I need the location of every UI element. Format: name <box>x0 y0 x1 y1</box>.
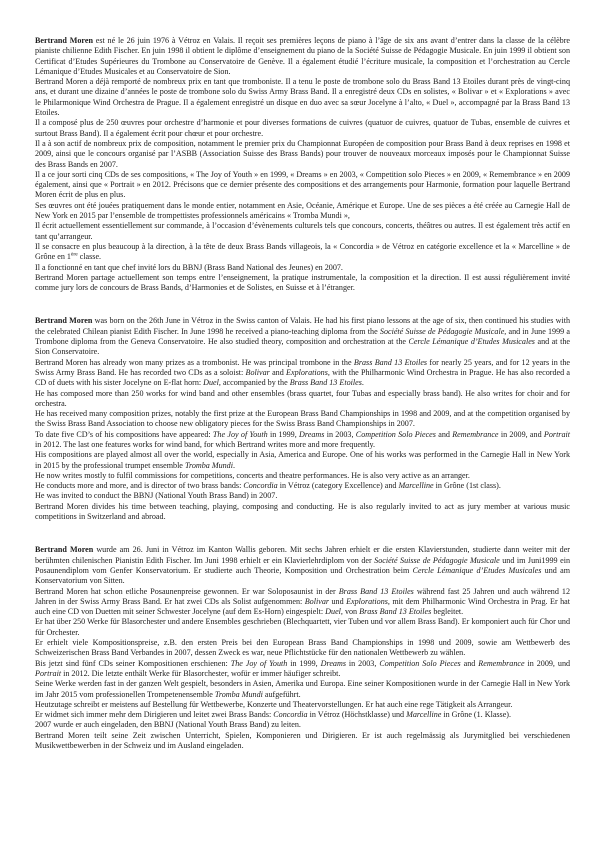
italic-text: Dreams <box>299 429 325 439</box>
text-run: . <box>232 460 236 470</box>
biography-french <box>35 36 570 293</box>
italic-text: Tromba Mundi <box>214 689 263 699</box>
text-run: in Grône (1. Klasse). <box>441 710 512 720</box>
italic-text: Société Suisse de Pédagogie Musicale <box>379 326 505 336</box>
text-run: Bertrand Moren a déjà remporté de nombreux prix en tant que tromboniste. Il a tenu le poste de trombone solo du Brass Band 13 Etoiles durant près de vingt-cinq ans, et durant une dizaine d’années le poste de trombone solo du Swiss Army Brass Band. Il a enregistré deux CDs en solistes, « Bolivar » et « Explorations » avec le Philarmonique Wind Orchestra de Prague. Il a également enregistré un disque en duo avec sa sœur Jocelyne à l’alto, « Duel », accompagné par la Brass Band 13 Etoiles. <box>35 77 570 118</box>
italic-text: Société Suisse de Pédagogie Musicale <box>374 555 500 565</box>
text-run: Bis jetzt sind fünf CDs seiner Kompositionen erschienen: <box>35 658 231 668</box>
text-run: und am Konservatorium von Sitten. <box>35 565 570 586</box>
italic-text: Brass Band 13 Etoiles <box>359 607 432 617</box>
paragraph <box>35 679 570 700</box>
italic-text: Concordia <box>273 710 308 720</box>
paragraph <box>35 273 570 294</box>
text-run: Seine Werke werden fast in der ganzen Welt gespielt, besonders in Asien, Amerika und Europa. Eine seiner Kompositionen wurde in der Carnegie Hall in New York im Jahr 2015 vom professionellen Trompetenensemble <box>35 679 570 699</box>
text-run: and at the Sion Conservatoire. <box>35 337 570 357</box>
italic-text: Cercle Lémanique d’Etudes Musicales <box>412 565 542 575</box>
text-run: in 2009, and <box>498 429 544 439</box>
paragraph <box>35 389 570 410</box>
text-run: Bertrand Moren partage actuellement son temps entre l’enseignement, la pratique instrumentale, la composition et la direction. Il est aussi régulièrement invité comme jury lors de concours de Brass Bands, d’Harmonies et de Solistes, en Suisse et à l’étranger. <box>35 272 570 293</box>
text-run: est né le 26 juin 1976 à Vétroz en Valais. Il reçoit ses premières leçons de piano à l’âge de six ans avant d’entrer dans la classe de la célèbre pianiste chilienne Edith Fischer. En juin 1998 il obtient le diplôme d’enseignement du piano de la Société Suisse de Pédagogie Musicale. En juin 1999 il obtient son Certificat d’Etudes Supérieures du Trombone au Conservatoire de Genève. Il a également étudié l’écriture musicale, la composition et l’orchestration au Cercle Lémanique d’Etudes Musicales et au Conservatoire de Sion. <box>35 36 571 76</box>
italic-text: Competition Solo Pieces <box>355 429 436 439</box>
paragraph <box>35 502 570 523</box>
text-run: , von <box>340 607 360 617</box>
paragraph <box>35 587 570 618</box>
paragraph <box>35 201 570 222</box>
text-run: in Vétroz (category Excellence) and <box>277 481 399 491</box>
text-run: in 1999, <box>267 429 300 439</box>
italic-text: Duel <box>325 607 341 617</box>
text-run: Heutzutage schreibt er meistens auf Bestellung für Wettbewerbe, Konzerte und Theatervorstellungen. Er hat auch eine rege Tätigkeit als Arrangeur. <box>35 699 513 709</box>
text-run: in Vétroz (Höchstklasse) und <box>307 710 407 720</box>
paragraph <box>35 316 570 357</box>
paragraph <box>35 221 570 242</box>
text-run: in 2003, <box>345 658 380 668</box>
paragraph <box>35 731 570 752</box>
paragraph <box>35 139 570 170</box>
italic-text: Marcelline <box>406 710 442 720</box>
italic-text: Portrait <box>543 429 571 439</box>
text-run: Bertrand Moren divides his time between teaching, playing, composing and conducting. He is also regularly invited to act as jury member at various music competitions in Switzerland and abroad. <box>35 501 570 522</box>
paragraph <box>35 700 570 710</box>
paragraph <box>35 471 570 481</box>
biography-german <box>35 545 570 751</box>
text-run: Il a ce jour sorti cinq CDs de ses compositions, « The Joy of Youth » en 1999, « Dreams » en 2003, « Competition solo Pieces » en 2009, « Remembrance » en 2009 également, ainsi que « Portrait » en 2012. Précisons que ce dernier présente des compositions et des arrangements pour Harmonie, formation pour laquelle Bertrand Moren écrit de plus en plus. <box>35 169 570 200</box>
italic-text: Explorations <box>346 596 388 606</box>
italic-text: Cercle Lémanique d’Etudes Musicales <box>408 337 535 347</box>
text-run: Bertrand Moren hat schon etliche Posaunenpreise gewonnen. Er war Soloposaunist in der <box>35 586 339 596</box>
paragraph <box>35 617 570 638</box>
text-run: Er erhielt viele Kompositionspreise, z.B. den ersten Preis bei den European Brass Band Championships in 1998 und 2009, sowie am Wettbewerb des Schweizerischen Brass Band Verbandes in 2007, dessen Zweck es war, neue Pflichtstücke für den nationalen Wettbewerb zu wählen. <box>35 638 570 658</box>
paragraph <box>35 430 570 451</box>
italic-text: Tromba Mundi <box>184 460 233 470</box>
text-run: Bertrand Moren has already won many prizes as a trombonist. He was principal trombone in the <box>35 357 354 367</box>
text-run: in 2012. Die letzte enthält Werke für Blasorchester, wofür er immer häufiger schreibt. <box>61 668 341 678</box>
text-run: Er widmet sich immer mehr dem Dirigieren und leitet zwei Brass Bands: <box>35 710 274 720</box>
italic-text: Bolivar <box>304 596 330 606</box>
paragraph <box>35 450 570 471</box>
italic-text: Brass Band 13 Etoiles <box>338 586 414 596</box>
italic-text: Brass Band 13 Etoiles <box>353 357 428 367</box>
text-run: and <box>269 367 287 377</box>
italic-text: Remembrance <box>452 429 499 439</box>
text-run: Il a à son actif de nombreux prix de composition, notamment le premier prix du Championnat Européen de composition pour Brass Band à deux reprises en 1998 et 2009, ainsi que le concours organisé par l’ASBB (Association Suisse des Brass Bands) pour trouver de nouveaux morceaux imposés pour le Championnat Suisse des Brass Bands en 2007. <box>35 138 570 169</box>
document-body <box>35 36 570 751</box>
bold-text: Bertrand Moren <box>35 545 94 555</box>
paragraph <box>35 358 570 389</box>
text-run: und <box>329 596 347 606</box>
text-run: Il a fonctionné en tant que chef invité lors du BBNJ (Brass Band National des Jeunes) en 2007. <box>35 262 343 272</box>
paragraph <box>35 491 570 501</box>
italic-text: Concordia <box>243 481 278 491</box>
text-run: 2007 wurde er auch eingeladen, den BBNJ (National Youth Brass Band) zu leiten. <box>35 720 301 730</box>
text-run: He now writes mostly to fulfil commissions for competitions, concerts and theatre performances. He is also very active as an arranger. <box>35 470 470 480</box>
bold-text: Bertrand Moren <box>35 316 93 326</box>
italic-text: Brass Band 13 Etoiles <box>289 378 362 388</box>
italic-text: Competition Solo Pieces <box>379 658 461 668</box>
text-run: , mit dem Philharmonic Wind Orchestra in Prag. Er hat auch eine CD von Duetten mit seiner Schwester Jocelyne (auf dem Es-Horn) eingespielt: <box>35 596 571 617</box>
paragraph <box>35 36 570 77</box>
paragraph <box>35 659 570 680</box>
text-run: and <box>435 429 453 439</box>
italic-text: Remembrance <box>478 658 525 668</box>
text-run: Ses œuvres ont été jouées pratiquement dans le monde entier, notamment en Asie, Océanie, Amérique et Europe. Une de ses pièces a été créée au Carnegie Hall de New York en 2015 par l’ensemble de trompettistes professionnels américains « Tromba Mundi », <box>35 200 570 221</box>
italic-text: Marcelline <box>398 481 434 491</box>
italic-text: Portrait <box>35 668 62 678</box>
paragraph <box>35 481 570 491</box>
text-run: Il écrit actuellement essentiellement sur commande, à l’occasion d’évènements culturels tels que concours, concerts, théâtres ou autres. Il est également très actif en tant qu’arrangeur. <box>35 221 570 241</box>
italic-text: The Joy of Youth <box>230 658 288 668</box>
text-run: begleitet. <box>431 607 464 617</box>
paragraph <box>35 77 570 118</box>
italic-text: Bolivar <box>245 367 270 377</box>
italic-text: Dreams <box>320 658 346 668</box>
paragraph <box>35 242 570 263</box>
text-run: während fast 25 Jahren und auch während 12 Jahren in der Swiss Army Brass Band. Er hat zwei CDs als Solist aufgenommen: <box>35 586 570 606</box>
text-run: wurde am 26. Juni in Vétroz im Kanton Wallis geboren. Mit sechs Jahren erhielt er die ersten Klavierstunden, studierte dann weiter mit der berühmten chilenischen Pianistin Edith Fischer. Im Juni 1998 erhielt er ein Klavierlehrdiplom von der <box>35 545 570 565</box>
text-run: , with the Philharmonic Wind Orchestra in Prague. He has also recorded a CD of duets with his sister Jocelyne on E-flat horn: <box>35 367 571 388</box>
text-run: und im Juni1999 ein Posaunendiplom vom Genfer Konservatorium. Er studierte auch Theorie, Komposition und Orchestration beim <box>35 555 570 575</box>
text-run: Il se consacre en plus beaucoup à la direction, à la tête de deux Brass Bands villageois, la « Concordia » de Vétroz en catégorie excellence et la « Marcelline » de Grône en 1 <box>35 241 570 262</box>
italic-text: Duel <box>203 378 219 388</box>
text-run: classe. <box>77 252 102 262</box>
text-run: and <box>460 658 479 668</box>
text-run: , accompanied by the <box>218 378 290 388</box>
paragraph <box>35 545 570 586</box>
text-run: , and in June 1999 a Trombone diploma from the Geneva Conservatoire. He also studied theory, composition and orchestration at the <box>35 326 570 347</box>
paragraph <box>35 710 570 720</box>
paragraph <box>35 118 570 139</box>
paragraph <box>35 170 570 201</box>
text-run: He conducts more and more, and is director of two brass bands: <box>35 481 244 491</box>
italic-text: Explorations <box>286 367 328 377</box>
text-run: aufgeführt. <box>262 689 301 699</box>
text-run: Er hat über 250 Werke für Blasorchester und andere Ensembles geschrieben (Blechquartett, vier Tuben und vor allem Brass Band). Er komponiert auch für Chor und für Orchester. <box>35 617 570 637</box>
paragraph <box>35 409 570 430</box>
paragraph <box>35 263 570 273</box>
paragraph <box>35 720 570 730</box>
text-run: . <box>361 378 364 388</box>
text-run: in 1999, <box>287 658 321 668</box>
text-run: To date five CD’s of his compositions have appeared: <box>35 429 213 439</box>
superscript-text: ère <box>70 251 78 258</box>
text-run: for nearly 25 years, and for 12 years in the Swiss Army Brass Band. He has recorded two CDs as a soloist: <box>35 357 570 377</box>
text-run: He has composed more than 250 works for wind band and other ensembles (brass quartet, four Tubas and especially brass band). He also writes for choir and for orchestra. <box>35 388 570 408</box>
text-run: in 2012. The last one features works for wind band, for which Bertrand writes more and more frequently. <box>35 439 376 449</box>
text-run: He has received many composition prizes, notably the first prize at the European Brass Band Championships in 1998 and 2009, and at the competition organised by the Swiss Brass Band Association to choose new obligatory pieces for the Swiss Brass Band Championships in 2007. <box>35 409 570 429</box>
text-run: He was invited to conduct the BBNJ (National Youth Brass Band) in 2007. <box>35 491 278 501</box>
text-run: in Grône (1st class). <box>433 481 501 491</box>
text-run: Il a composé plus de 250 œuvres pour orchestre d’harmonie et pour diverses formations de cuivres (quatuor de cuivres, quatuor de Tubas, ensemble de cuivres et surtout Brass Band). Il a également écrit pour chœur et pour orchestre. <box>35 118 570 138</box>
text-run: was born on the 26th June in Vétroz in the Swiss canton of Valais. He had his first piano lessons at the age of six, then continued his studies with the celebrated Chilean pianist Edith Fischer. In June 1998 he received a piano-teaching diploma from the <box>35 316 571 336</box>
biography-english <box>35 316 570 522</box>
paragraph <box>35 638 570 659</box>
italic-text: The Joy of Youth <box>212 429 268 439</box>
text-run: His compositions are played almost all over the world, especially in Asia, America and Europe. One of his works was performed in the Carnegie Hall in New York in 2015 by the professional trumpet ensemble <box>35 450 570 470</box>
text-run: in 2009, und <box>524 658 571 668</box>
bold-text: Bertrand Moren <box>35 36 93 45</box>
text-run: Bertrand Moren teilt seine Zeit zwischen Unterricht, Spielen, Komponieren und Dirigieren. Er ist auch regelmässig als Jurymitglied bei verschiedenen Musikwettbewerben in der Schweiz und im Ausland eingeladen. <box>35 730 570 750</box>
text-run: in 2003, <box>324 429 356 439</box>
